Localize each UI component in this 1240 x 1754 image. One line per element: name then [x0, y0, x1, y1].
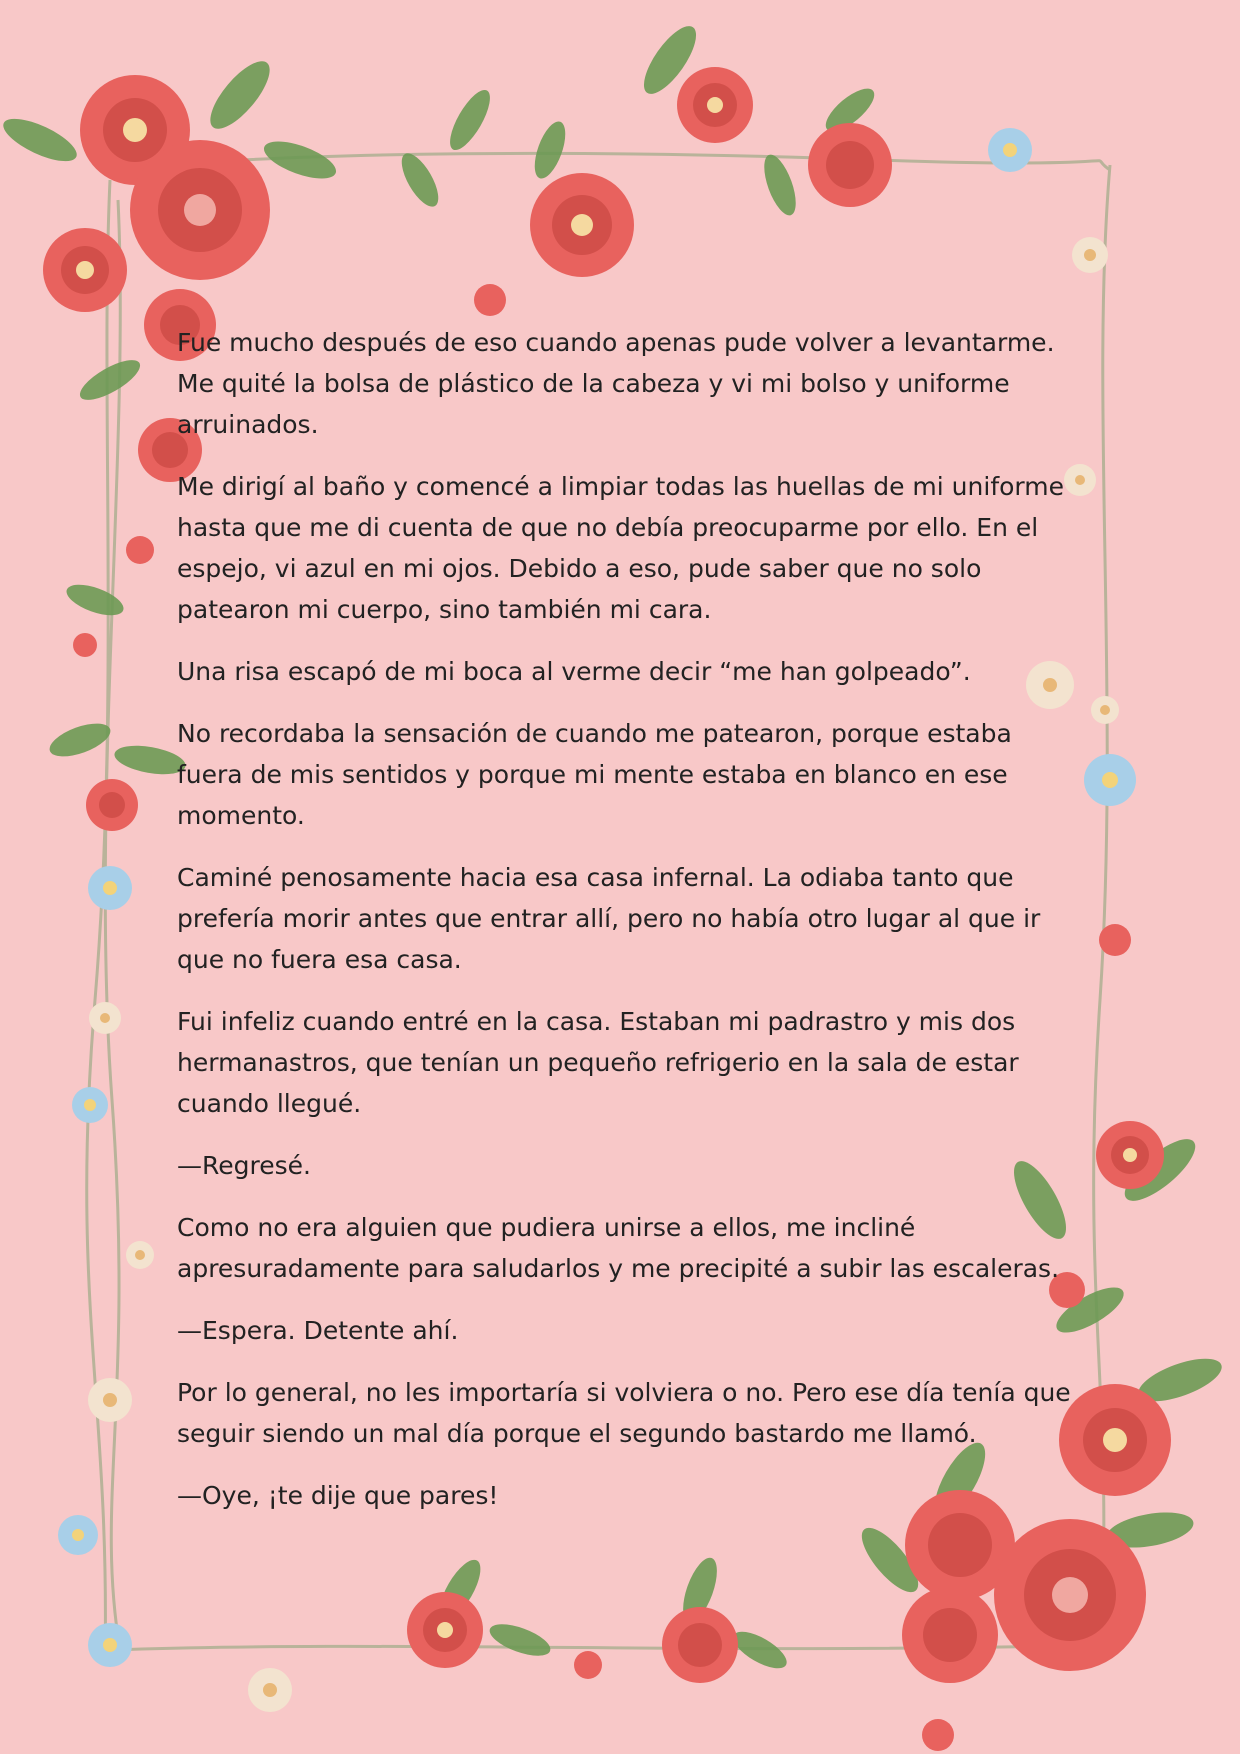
paragraph-7: Como no era alguien que pudiera unirse a ellos, me incliné apresuradamente para saludarlos y me precipité a subir las escaleras. [177, 1213, 1060, 1283]
story-text [177, 322, 1077, 1537]
dialogue-line-3: —Oye, ¡te dije que pares! [177, 1481, 499, 1510]
dialogue-line-1: —Regresé. [177, 1151, 311, 1180]
paragraph-4: No recordaba la sensación de cuando me patearon, porque estaba fuera de mis sentidos y porque mi mente estaba en blanco en ese momento. [177, 719, 1012, 830]
paragraph-6: Fui infeliz cuando entré en la casa. Estaban mi padrastro y mis dos hermanastros, que tenían un pequeño refrigerio en la sala de estar cuando llegué. [177, 1007, 1019, 1118]
paragraph-8: Por lo general, no les importaría si volviera o no. Pero ese día tenía que seguir siendo un mal día porque el segundo bastardo me llamó. [177, 1378, 1071, 1448]
paragraph-3: Una risa escapó de mi boca al verme decir “me han golpeado”. [177, 657, 971, 686]
dialogue-line-2: —Espera. Detente ahí. [177, 1316, 459, 1345]
paragraph-1: Fue mucho después de eso cuando apenas pude volver a levantarme. Me quité la bolsa de plástico de la cabeza y vi mi bolso y uniforme arruinados. [177, 328, 1055, 439]
paragraph-2: Me dirigí al baño y comencé a limpiar todas las huellas de mi uniforme hasta que me di cuenta de que no debía preocuparme por ello. En el espejo, vi azul en mi ojos. Debido a eso, pude saber que no solo patearon mi cuerpo, sino también mi cara. [177, 472, 1064, 624]
paragraph-5: Caminé penosamente hacia esa casa infernal. La odiaba tanto que prefería morir antes que entrar allí, pero no había otro lugar al que ir que no fuera esa casa. [177, 863, 1041, 974]
